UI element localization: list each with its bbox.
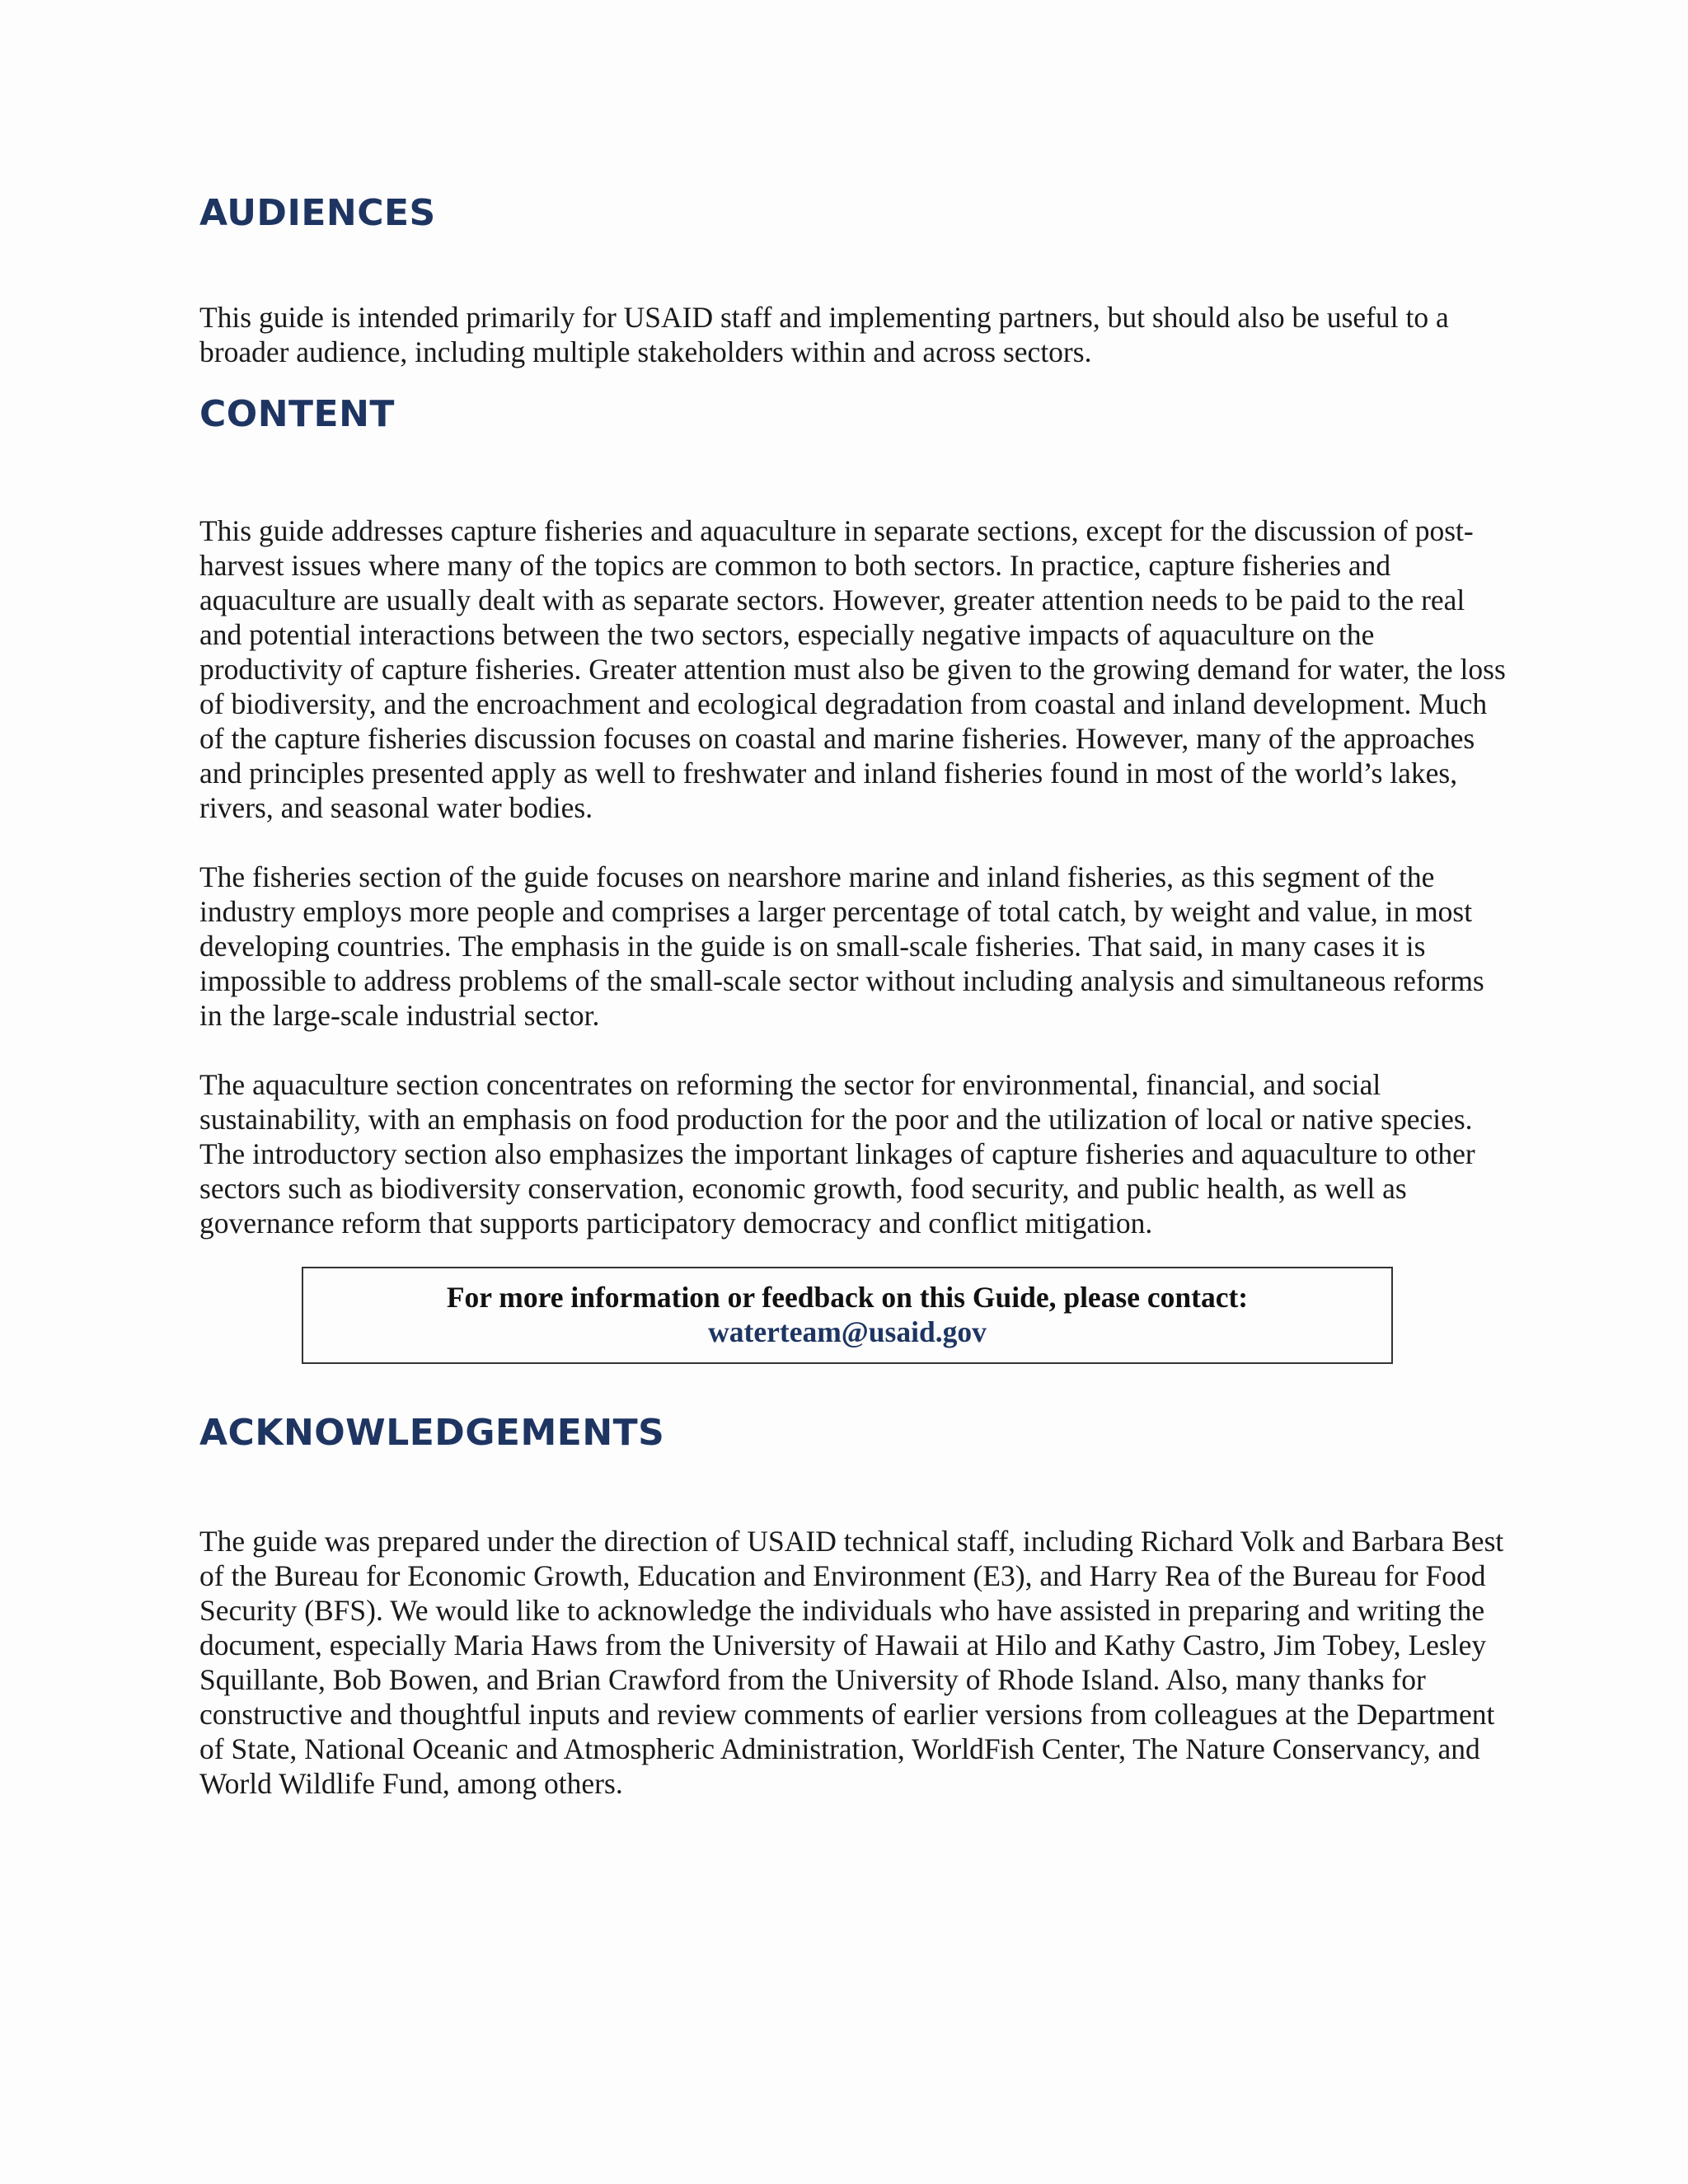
- acknowledgements-heading: ACKNOWLEDGEMENTS: [199, 1412, 665, 1454]
- audiences-heading: AUDIENCES: [199, 192, 436, 234]
- contact-box: [302, 1267, 1393, 1364]
- content-paragraph: This guide addresses capture fisheries and aquaculture in separate sections, except for the discussion of post-harvest issues where many of the topics are common to both sectors. In practice, capture fisheries and aquaculture are usually dealt with as separate sectors. However, greater attention needs to be paid to the real and potential interactions between the two sectors, especially negative impacts of aquaculture on the productivity of capture fisheries. Greater attention must also be given to the growing demand for water, the loss of biodiversity, and the encroachment and ecological degradation from coastal and inland development. Much of the capture fisheries discussion focuses on coastal and marine fisheries. However, many of the approaches and principles presented apply as well to freshwater and inland fisheries found in most of the world’s lakes, rivers, and seasonal water bodies.: [199, 514, 1506, 824]
- content-paragraph: The aquaculture section concentrates on reforming the sector for environmental, financial, and social sustainability, with an emphasis on food production for the poor and the utilization of local or native species. The introductory section also emphasizes the important linkages of capture fisheries and aquaculture to other sectors such as biodiversity conservation, economic growth, food security, and public health, as well as governance reform that supports participatory democracy and conflict mitigation.: [199, 1068, 1475, 1240]
- content-paragraph: The fisheries section of the guide focuses on nearshore marine and inland fisheries, as this segment of the industry employs more people and comprises a larger percentage of total catch, by weight and value, in most developing countries. The emphasis in the guide is on small-scale fisheries. That said, in many cases it is impossible to address problems of the small-scale sector without including analysis and simultaneous reforms in the large-scale industrial sector.: [199, 860, 1484, 1032]
- document-page: [199, 185, 1510, 1801]
- contact-email-link[interactable]: waterteam@usaid.gov: [708, 1315, 987, 1348]
- content-heading: CONTENT: [199, 393, 395, 435]
- contact-label: For more information or feedback on this Guide, please contact:: [446, 1281, 1249, 1314]
- acknowledgements-paragraph: The guide was prepared under the direction of USAID technical staff, including Richard Volk and Barbara Best of the Bureau for Economic Growth, Education and Environment (E3), and Harry Rea of the Bureau for Food Security (BFS). We would like to acknowledge the individuals who have assisted in preparing and writing the document, especially Maria Haws from the University of Hawaii at Hilo and Kathy Castro, Jim Tobey, Lesley Squillante, Bob Bowen, and Brian Crawford from the University of Rhode Island. Also, many thanks for constructive and thoughtful inputs and review comments of earlier versions from colleagues at the Department of State, National Oceanic and Atmospheric Administration, WorldFish Center, The Nature Conservancy, and World Wildlife Fund, among others.: [199, 1525, 1504, 1800]
- audiences-paragraph: This guide is intended primarily for USAID staff and implementing partners, but should also be useful to a broader audience, including multiple stakeholders within and across sectors.: [199, 301, 1449, 368]
